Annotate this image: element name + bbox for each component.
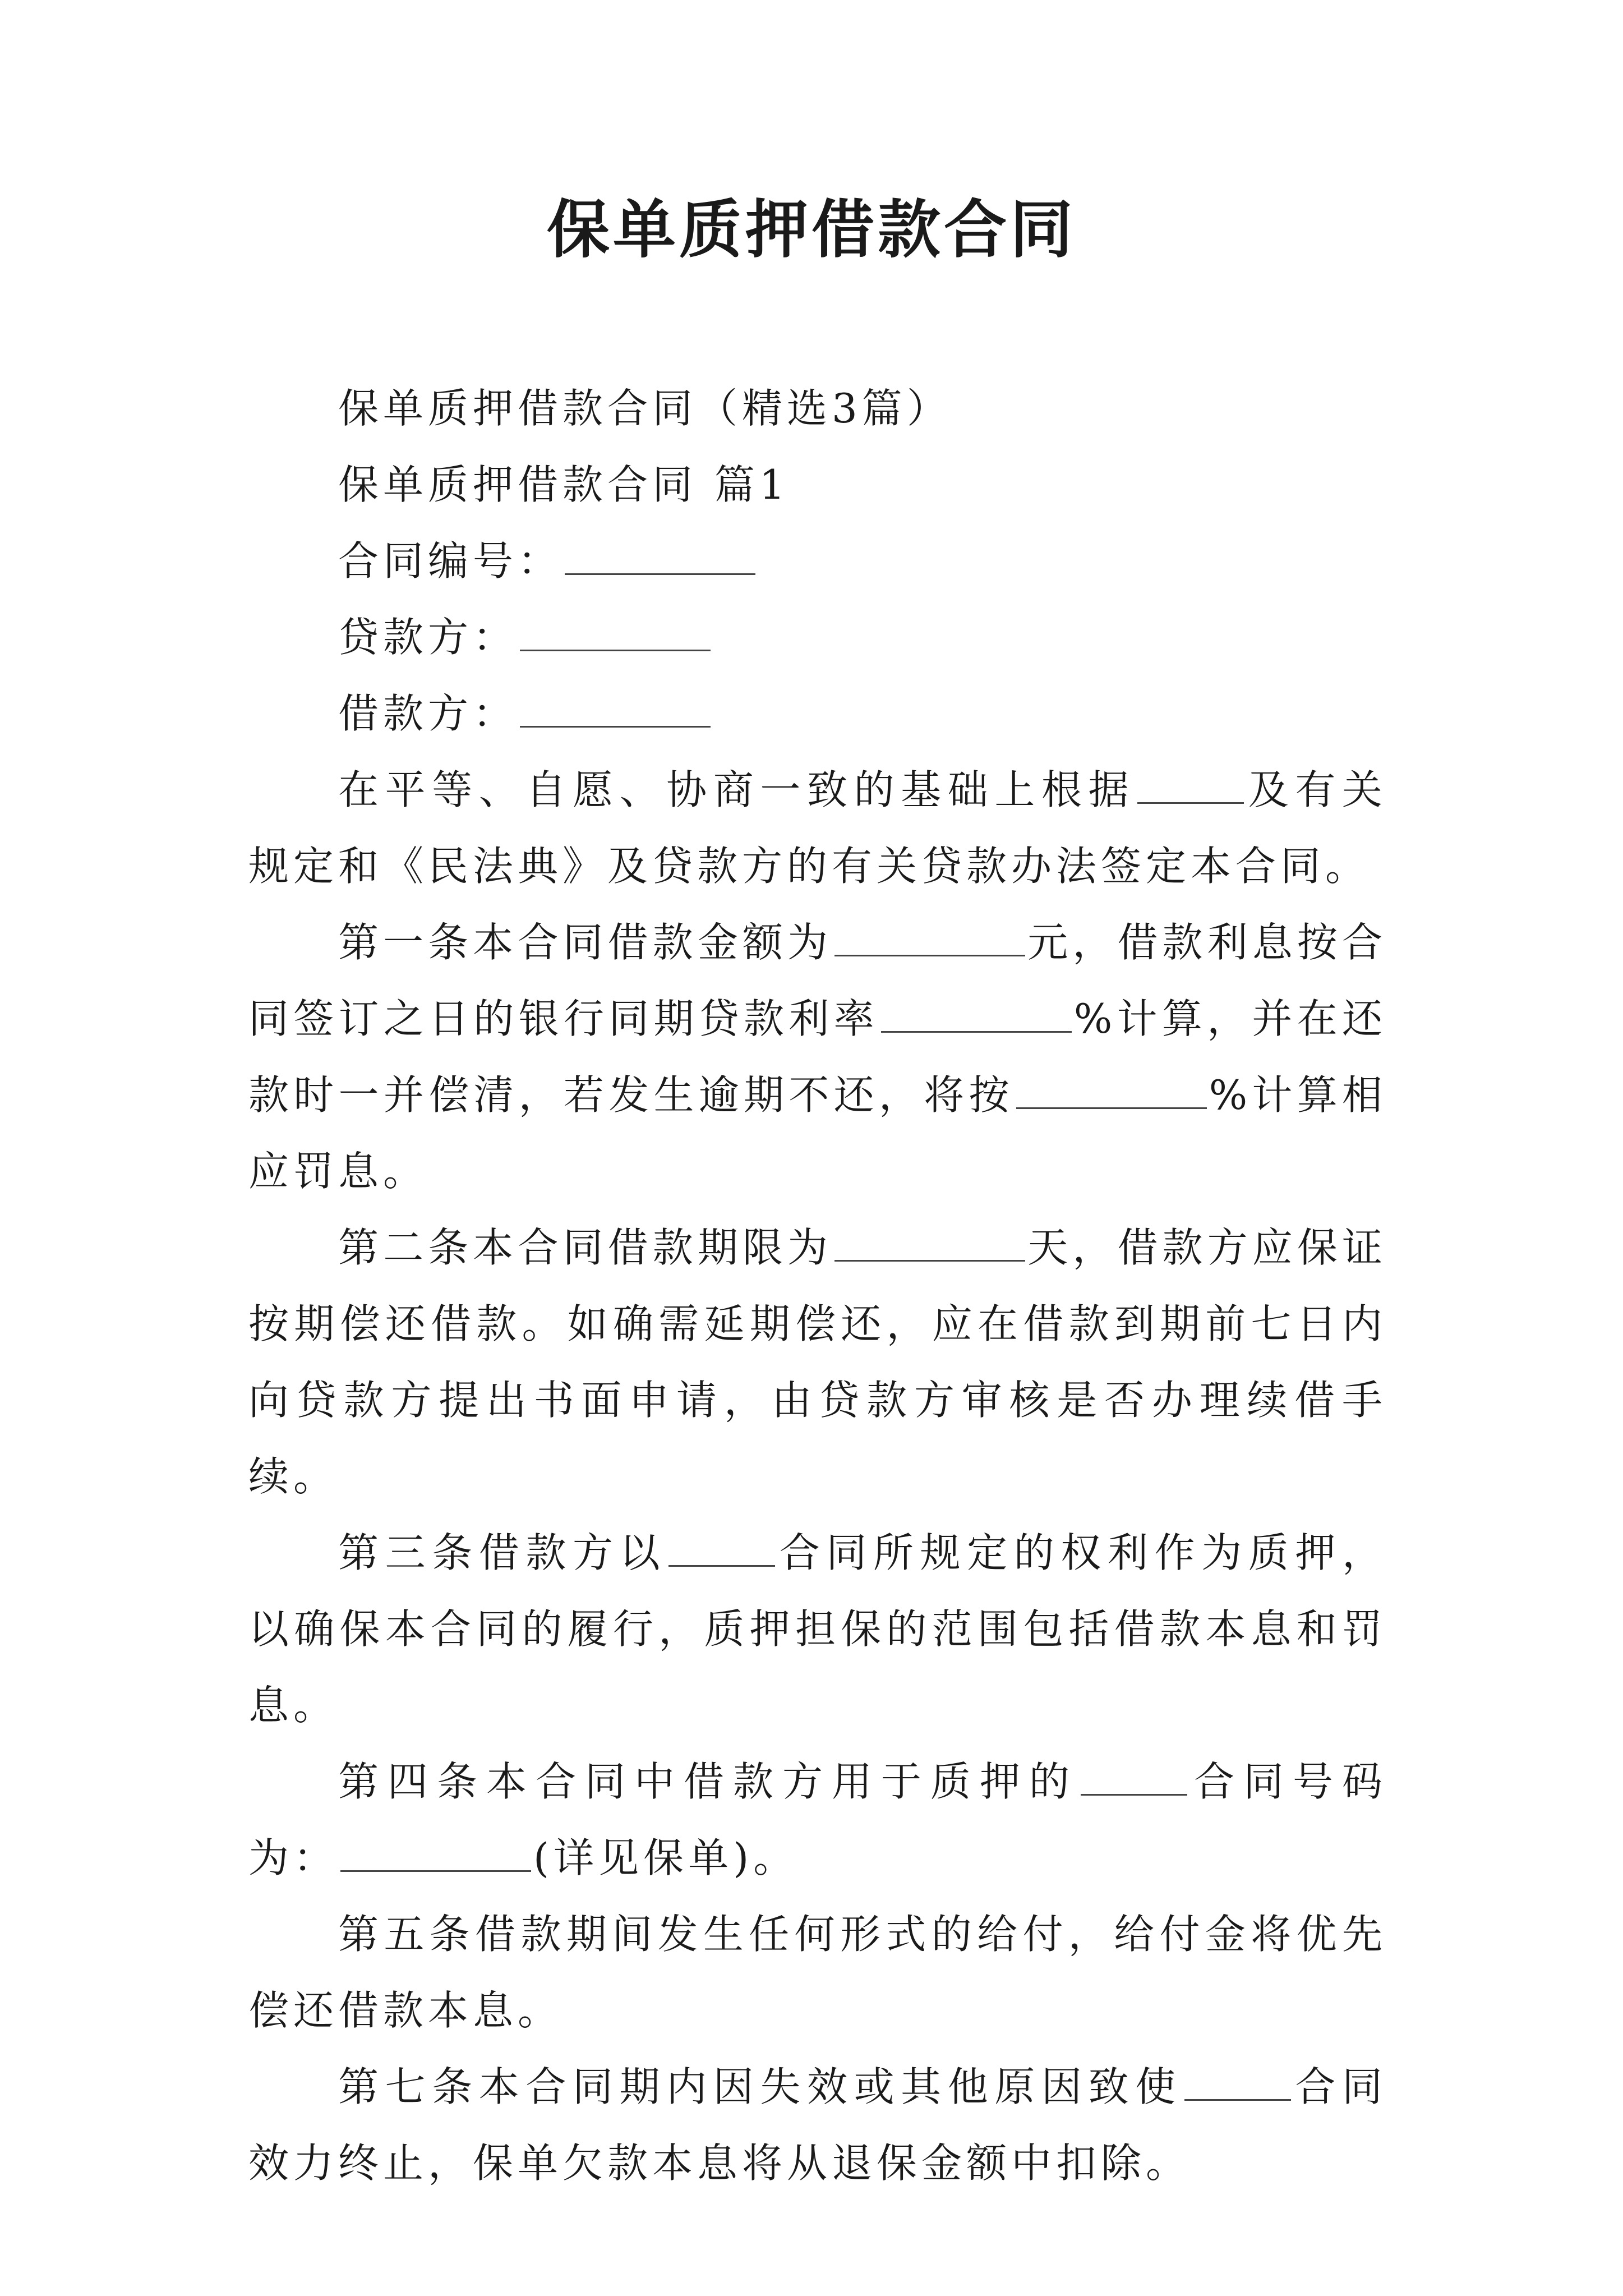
- article-5-text: 第五条借款期间发生任何形式的给付，给付金将优先偿还借款本息。: [248, 1911, 1387, 2034]
- contract-number-label: 合同编号：: [338, 537, 563, 585]
- article-4-text-3: (详见保单)。: [533, 1834, 799, 1881]
- policy-number-blank: [340, 1830, 531, 1872]
- article-1-text-1: 第一条本合同借款金额为: [338, 919, 833, 966]
- subtitle-text: 保单质押借款合同（精选3篇）: [338, 385, 952, 432]
- article-5-paragraph: [248, 1896, 1387, 2049]
- article-4-text-2: 合同号码为：: [248, 1758, 1387, 1881]
- article-2-paragraph: [248, 1209, 1387, 1515]
- preamble-text-1: 在平等、自愿、协商一致的基础上根据: [338, 766, 1136, 813]
- document-title: 保单质押借款合同: [547, 193, 1076, 266]
- contract-number-line: [248, 523, 1387, 599]
- contract-number-blank: [565, 533, 755, 575]
- interest-rate-blank: [881, 991, 1072, 1033]
- article-7-text-2: 合同效力终止，保单欠款本息将从退保金额中扣除。: [248, 2063, 1387, 2187]
- subtitle-line: [248, 370, 1387, 447]
- lender-line: [248, 599, 1387, 675]
- article-2-text-1: 第二条本合同借款期限为: [338, 1224, 833, 1271]
- pledge-type-blank: [1081, 1754, 1187, 1796]
- lender-label: 贷款方：: [338, 614, 518, 661]
- section-heading-text: 保单质押借款合同 篇1: [338, 461, 790, 508]
- article-1-text-4: %计算相应罚息。: [248, 1071, 1387, 1195]
- borrower-label: 借款方：: [338, 690, 518, 737]
- document-body: [248, 370, 1387, 2201]
- lender-blank: [520, 609, 711, 651]
- article-7-paragraph: [248, 2049, 1387, 2201]
- preamble-paragraph: [248, 752, 1387, 904]
- borrower-blank: [520, 685, 711, 728]
- article-1-text-3: %计算，并在还款时一并偿清，若发生逾期不还，将按: [248, 995, 1387, 1119]
- section-heading: [248, 447, 1387, 523]
- borrower-line: [248, 675, 1387, 752]
- article-4-paragraph: [248, 1743, 1387, 1896]
- preamble-blank: [1137, 762, 1244, 804]
- article-2-text-2: 天，借款方应保证按期偿还借款。如确需延期偿还，应在借款到期前七日内向贷款方提出书面申请，由贷款方审核是否办理续借手续。: [248, 1224, 1387, 1500]
- article-1-text-2: 元，借款利息按合同签订之日的银行同期贷款利率: [248, 919, 1387, 1042]
- loan-term-blank: [834, 1220, 1025, 1262]
- article-3-paragraph: [248, 1515, 1387, 1743]
- article-4-text-1: 第四条本合同中借款方用于质押的: [338, 1758, 1078, 1805]
- article-3-text-1: 第三条借款方以: [338, 1529, 667, 1576]
- pledge-contract-blank: [668, 1525, 775, 1567]
- terminated-contract-blank: [1184, 2059, 1291, 2101]
- loan-amount-blank: [834, 914, 1025, 956]
- preamble-text-2: 及有关规定和《民法典》及贷款方的有关贷款办法签定本合同。: [248, 766, 1387, 890]
- article-1-paragraph: [248, 904, 1387, 1209]
- article-3-text-2: 合同所规定的权利作为质押，以确保本合同的履行，质押担保的范围包括借款本息和罚息。: [248, 1529, 1387, 1729]
- article-7-text-1: 第七条本合同期内因失效或其他原因致使: [338, 2063, 1182, 2110]
- penalty-rate-blank: [1016, 1067, 1207, 1109]
